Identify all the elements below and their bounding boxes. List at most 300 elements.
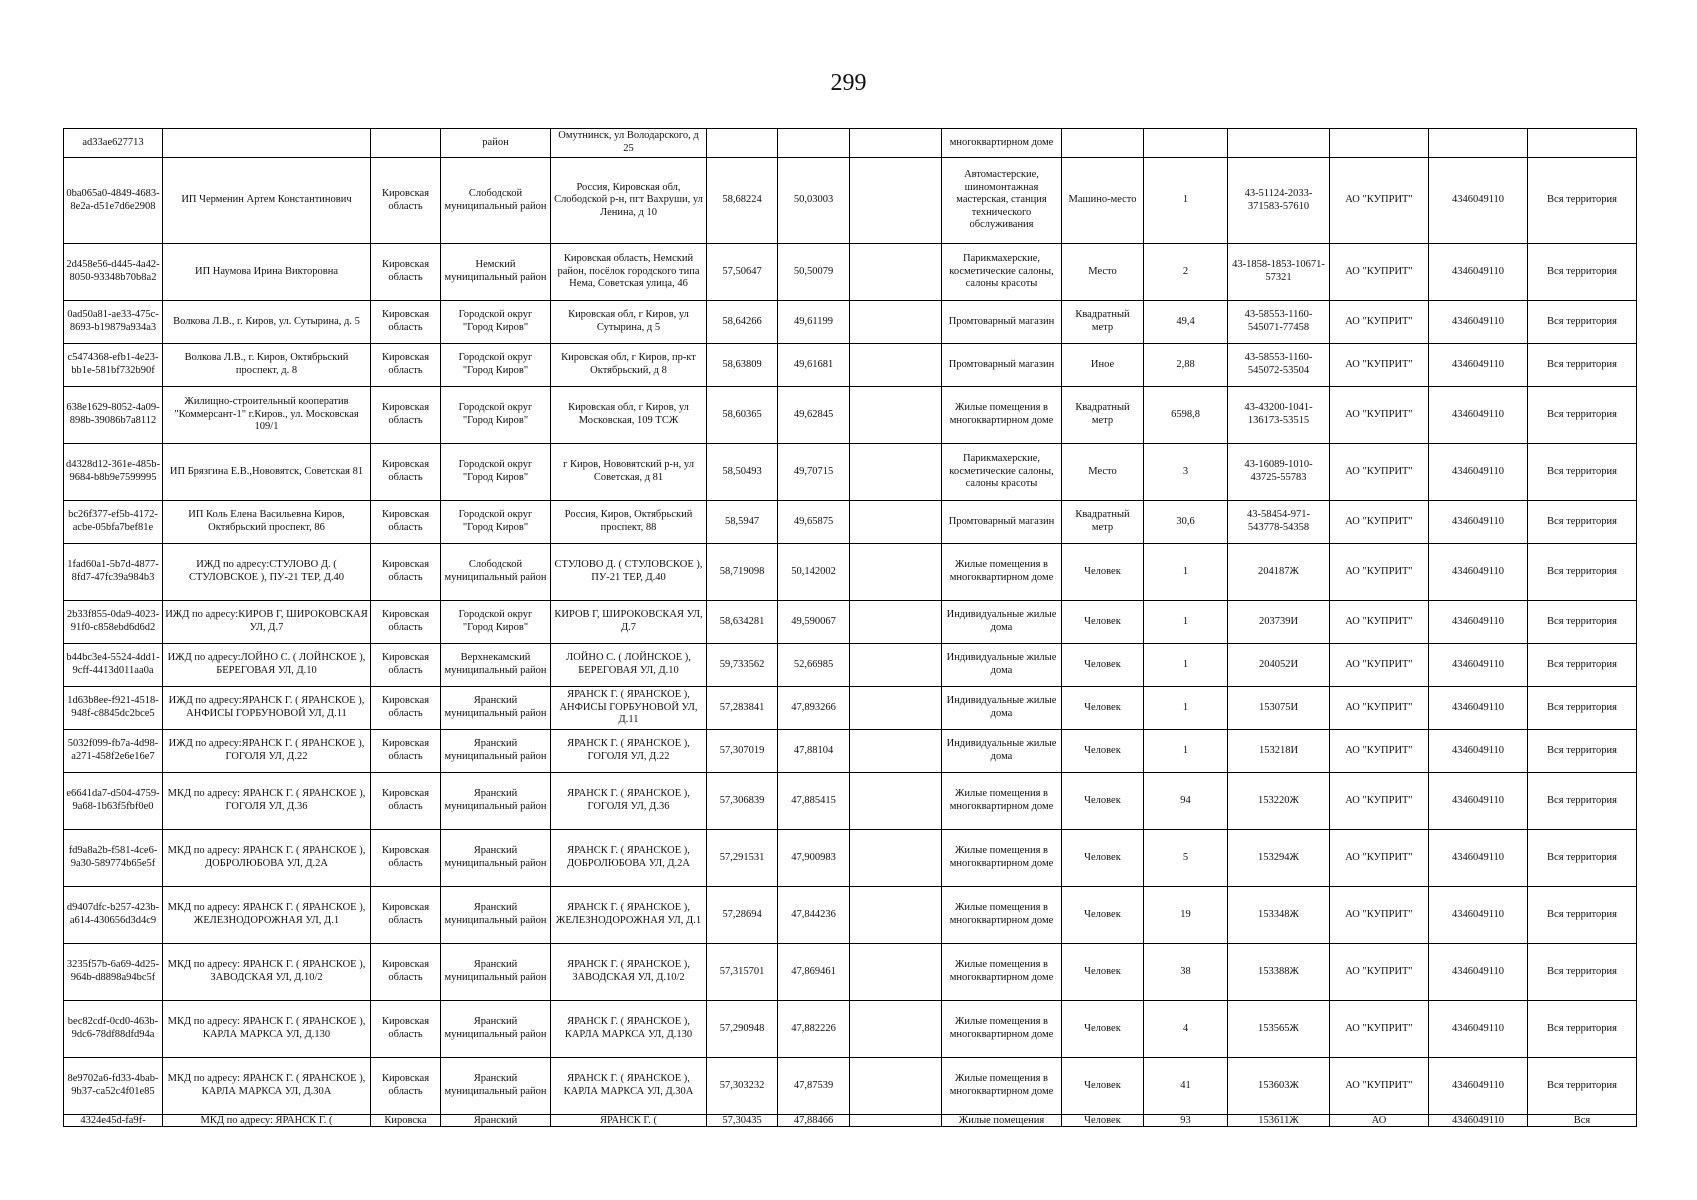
- quantity-cell: 38: [1144, 944, 1228, 1001]
- unit-cell: Место: [1062, 444, 1144, 501]
- empty-cell: [850, 687, 942, 730]
- unit-cell: Квадратный метр: [1062, 301, 1144, 344]
- region-cell: Кировская область: [371, 773, 441, 830]
- owner-cell: МКД по адресу: ЯРАНСК Г. ( ЯРАНСКОЕ ), ЗАВОДСКАЯ УЛ, Д.10/2: [163, 944, 371, 1001]
- longitude-cell: 47,88466: [778, 1115, 850, 1127]
- district-cell: Немский муниципальный район: [441, 244, 551, 301]
- table-row: [64, 1115, 1637, 1127]
- address-cell: ЛОЙНО С. ( ЛОЙНСКОЕ ), БЕРЕГОВАЯ УЛ, Д.10: [551, 644, 707, 687]
- code-cell: 153294Ж: [1228, 830, 1330, 887]
- inn-cell: 4346049110: [1429, 644, 1528, 687]
- territory-cell: Вся территория: [1528, 301, 1637, 344]
- record-id-cell: 5032f099-fb7a-4d98-a271-458f2e6e16e7: [64, 730, 163, 773]
- operator-cell: АО "КУПРИТ": [1330, 244, 1429, 301]
- quantity-cell: 1: [1144, 158, 1228, 244]
- quantity-cell: 93: [1144, 1115, 1228, 1127]
- territory-cell: Вся территория: [1528, 601, 1637, 644]
- district-cell: район: [441, 129, 551, 158]
- territory-cell: Вся территория: [1528, 773, 1637, 830]
- region-cell: Кировская область: [371, 1001, 441, 1058]
- object-type-cell: Автомастерские, шиномонтажная мастерская, станция технического обслуживания: [942, 158, 1062, 244]
- unit-cell: [1062, 129, 1144, 158]
- empty-cell: [850, 301, 942, 344]
- empty-cell: [850, 501, 942, 544]
- table-row: [64, 544, 1637, 601]
- inn-cell: 4346049110: [1429, 444, 1528, 501]
- inn-cell: 4346049110: [1429, 344, 1528, 387]
- latitude-cell: 58,634281: [707, 601, 778, 644]
- empty-cell: [850, 773, 942, 830]
- district-cell: Городской округ "Город Киров": [441, 601, 551, 644]
- address-cell: ЯРАНСК Г. (: [551, 1115, 707, 1127]
- latitude-cell: [707, 129, 778, 158]
- unit-cell: Человек: [1062, 887, 1144, 944]
- district-cell: Верхнекамский муниципальный район: [441, 644, 551, 687]
- table-row: [64, 601, 1637, 644]
- object-type-cell: Парикмахерские, косметические салоны, салоны красоты: [942, 244, 1062, 301]
- record-id-cell: 638e1629-8052-4a09-898b-39086b7a8112: [64, 387, 163, 444]
- record-id-cell: c5474368-efb1-4e23-bb1e-581bf732b90f: [64, 344, 163, 387]
- operator-cell: АО "КУПРИТ": [1330, 730, 1429, 773]
- empty-cell: [850, 887, 942, 944]
- table-row: [64, 644, 1637, 687]
- address-cell: ЯРАНСК Г. ( ЯРАНСКОЕ ), ДОБРОЛЮБОВА УЛ, Д.2А: [551, 830, 707, 887]
- record-id-cell: 4324e45d-fa9f-: [64, 1115, 163, 1127]
- object-type-cell: Индивидуальные жилые дома: [942, 730, 1062, 773]
- district-cell: Яранский муниципальный район: [441, 1058, 551, 1115]
- address-cell: Кировская обл, г Киров, ул Сутырина, д 5: [551, 301, 707, 344]
- object-type-cell: Жилые помещения: [942, 1115, 1062, 1127]
- latitude-cell: 57,315701: [707, 944, 778, 1001]
- owner-cell: МКД по адресу: ЯРАНСК Г. ( ЯРАНСКОЕ ), КАРЛА МАРКСА УЛ, Д.30А: [163, 1058, 371, 1115]
- empty-cell: [850, 244, 942, 301]
- district-cell: Городской округ "Город Киров": [441, 344, 551, 387]
- code-cell: 153220Ж: [1228, 773, 1330, 830]
- table-row: [64, 1001, 1637, 1058]
- inn-cell: 4346049110: [1429, 830, 1528, 887]
- quantity-cell: 1: [1144, 601, 1228, 644]
- address-cell: ЯРАНСК Г. ( ЯРАНСКОЕ ), ЖЕЛЕЗНОДОРОЖНАЯ УЛ, Д.1: [551, 887, 707, 944]
- longitude-cell: 50,142002: [778, 544, 850, 601]
- address-cell: Кировская обл, г Киров, пр-кт Октябрьский, д 8: [551, 344, 707, 387]
- district-cell: Городской округ "Город Киров": [441, 301, 551, 344]
- record-id-cell: 8e9702a6-fd33-4bab-9b37-ca52c4f01e85: [64, 1058, 163, 1115]
- latitude-cell: 57,303232: [707, 1058, 778, 1115]
- inn-cell: 4346049110: [1429, 387, 1528, 444]
- quantity-cell: 94: [1144, 773, 1228, 830]
- code-cell: 153565Ж: [1228, 1001, 1330, 1058]
- longitude-cell: 47,844236: [778, 887, 850, 944]
- operator-cell: АО "КУПРИТ": [1330, 830, 1429, 887]
- territory-cell: Вся территория: [1528, 730, 1637, 773]
- unit-cell: Квадратный метр: [1062, 387, 1144, 444]
- table-row: [64, 730, 1637, 773]
- code-cell: 43-1858-1853-10671-57321: [1228, 244, 1330, 301]
- district-cell: Яранский муниципальный район: [441, 1001, 551, 1058]
- owner-cell: ИЖД по адресу:КИРОВ Г, ШИРОКОВСКАЯ УЛ, Д.7: [163, 601, 371, 644]
- operator-cell: АО "КУПРИТ": [1330, 1058, 1429, 1115]
- address-cell: Россия, Кировская обл, Слободской р-н, пгт Вахруши, ул Ленина, д 10: [551, 158, 707, 244]
- unit-cell: Человек: [1062, 544, 1144, 601]
- operator-cell: АО "КУПРИТ": [1330, 444, 1429, 501]
- empty-cell: [850, 644, 942, 687]
- inn-cell: 4346049110: [1429, 1058, 1528, 1115]
- operator-cell: АО "КУПРИТ": [1330, 344, 1429, 387]
- owner-cell: Волкова Л.В., г. Киров, ул. Сутырина, д. 5: [163, 301, 371, 344]
- owner-cell: МКД по адресу: ЯРАНСК Г. (: [163, 1115, 371, 1127]
- quantity-cell: 1: [1144, 544, 1228, 601]
- record-id-cell: bec82cdf-0cd0-463b-9dc6-78df88dfd94a: [64, 1001, 163, 1058]
- quantity-cell: 41: [1144, 1058, 1228, 1115]
- longitude-cell: 52,66985: [778, 644, 850, 687]
- operator-cell: АО "КУПРИТ": [1330, 1001, 1429, 1058]
- longitude-cell: 49,590067: [778, 601, 850, 644]
- longitude-cell: 49,70715: [778, 444, 850, 501]
- territory-cell: Вся территория: [1528, 830, 1637, 887]
- table-row: [64, 830, 1637, 887]
- empty-cell: [850, 344, 942, 387]
- longitude-cell: 47,893266: [778, 687, 850, 730]
- quantity-cell: 6598,8: [1144, 387, 1228, 444]
- district-cell: Яранский муниципальный район: [441, 944, 551, 1001]
- inn-cell: 4346049110: [1429, 944, 1528, 1001]
- record-id-cell: fd9a8a2b-f581-4ce6-9a30-589774b65e5f: [64, 830, 163, 887]
- longitude-cell: 47,885415: [778, 773, 850, 830]
- longitude-cell: 49,62845: [778, 387, 850, 444]
- unit-cell: Человек: [1062, 1058, 1144, 1115]
- district-cell: Яранский муниципальный район: [441, 773, 551, 830]
- address-cell: КИРОВ Г, ШИРОКОВСКАЯ УЛ, Д.7: [551, 601, 707, 644]
- unit-cell: Место: [1062, 244, 1144, 301]
- district-cell: Слободской муниципальный район: [441, 544, 551, 601]
- object-type-cell: Промтоварный магазин: [942, 501, 1062, 544]
- region-cell: Кировская область: [371, 544, 441, 601]
- object-type-cell: Индивидуальные жилые дома: [942, 601, 1062, 644]
- quantity-cell: 1: [1144, 730, 1228, 773]
- owner-cell: ИП Черменин Артем Константинович: [163, 158, 371, 244]
- region-cell: Кировская область: [371, 1058, 441, 1115]
- district-cell: Городской округ "Город Киров": [441, 387, 551, 444]
- quantity-cell: 49,4: [1144, 301, 1228, 344]
- table-row: [64, 887, 1637, 944]
- empty-cell: [850, 129, 942, 158]
- record-id-cell: 2d458e56-d445-4a42-8050-93348b70b8a2: [64, 244, 163, 301]
- owner-cell: МКД по адресу: ЯРАНСК Г. ( ЯРАНСКОЕ ), ЖЕЛЕЗНОДОРОЖНАЯ УЛ, Д.1: [163, 887, 371, 944]
- region-cell: Кировска: [371, 1115, 441, 1127]
- table-row: [64, 301, 1637, 344]
- latitude-cell: 58,60365: [707, 387, 778, 444]
- latitude-cell: 58,5947: [707, 501, 778, 544]
- latitude-cell: 57,28694: [707, 887, 778, 944]
- region-cell: Кировская область: [371, 387, 441, 444]
- longitude-cell: 47,87539: [778, 1058, 850, 1115]
- quantity-cell: 2,88: [1144, 344, 1228, 387]
- latitude-cell: 57,30435: [707, 1115, 778, 1127]
- object-type-cell: многоквартирном доме: [942, 129, 1062, 158]
- object-type-cell: Жилые помещения в многоквартирном доме: [942, 773, 1062, 830]
- owner-cell: МКД по адресу: ЯРАНСК Г. ( ЯРАНСКОЕ ), ДОБРОЛЮБОВА УЛ, Д.2А: [163, 830, 371, 887]
- record-id-cell: b44bc3e4-5524-4dd1-9cff-4413d011aa0a: [64, 644, 163, 687]
- table-row: [64, 944, 1637, 1001]
- longitude-cell: 50,03003: [778, 158, 850, 244]
- table-row: [64, 387, 1637, 444]
- registry-table: [63, 128, 1637, 1127]
- operator-cell: АО "КУПРИТ": [1330, 887, 1429, 944]
- record-id-cell: 3235f57b-6a69-4d25-964b-d8898a94bc5f: [64, 944, 163, 1001]
- code-cell: 153218И: [1228, 730, 1330, 773]
- empty-cell: [850, 158, 942, 244]
- code-cell: 204052И: [1228, 644, 1330, 687]
- empty-cell: [850, 730, 942, 773]
- region-cell: [371, 129, 441, 158]
- code-cell: 43-16089-1010-43725-55783: [1228, 444, 1330, 501]
- empty-cell: [850, 444, 942, 501]
- address-cell: ЯРАНСК Г. ( ЯРАНСКОЕ ), КАРЛА МАРКСА УЛ, Д.130: [551, 1001, 707, 1058]
- operator-cell: АО "КУПРИТ": [1330, 644, 1429, 687]
- operator-cell: АО "КУПРИТ": [1330, 544, 1429, 601]
- owner-cell: [163, 129, 371, 158]
- territory-cell: Вся территория: [1528, 887, 1637, 944]
- table-row: [64, 1058, 1637, 1115]
- inn-cell: 4346049110: [1429, 501, 1528, 544]
- unit-cell: Машино-место: [1062, 158, 1144, 244]
- record-id-cell: 0ad50a81-ae33-475c-8693-b19879a934a3: [64, 301, 163, 344]
- empty-cell: [850, 544, 942, 601]
- region-cell: Кировская область: [371, 158, 441, 244]
- unit-cell: Человек: [1062, 644, 1144, 687]
- region-cell: Кировская область: [371, 687, 441, 730]
- operator-cell: АО "КУПРИТ": [1330, 773, 1429, 830]
- inn-cell: 4346049110: [1429, 301, 1528, 344]
- inn-cell: [1429, 129, 1528, 158]
- object-type-cell: Жилые помещения в многоквартирном доме: [942, 544, 1062, 601]
- longitude-cell: 47,900983: [778, 830, 850, 887]
- code-cell: 43-43200-1041-136173-53515: [1228, 387, 1330, 444]
- code-cell: 43-58553-1160-545072-53504: [1228, 344, 1330, 387]
- operator-cell: [1330, 129, 1429, 158]
- district-cell: Городской округ "Город Киров": [441, 444, 551, 501]
- object-type-cell: Индивидуальные жилые дома: [942, 644, 1062, 687]
- longitude-cell: 49,61199: [778, 301, 850, 344]
- record-id-cell: bc26f377-ef5b-4172-acbe-05bfa7bef81e: [64, 501, 163, 544]
- address-cell: Кировская обл, г Киров, ул Московская, 109 ТСЖ: [551, 387, 707, 444]
- empty-cell: [850, 601, 942, 644]
- code-cell: [1228, 129, 1330, 158]
- territory-cell: Вся территория: [1528, 944, 1637, 1001]
- code-cell: 43-51124-2033-371583-57610: [1228, 158, 1330, 244]
- unit-cell: Квадратный метр: [1062, 501, 1144, 544]
- address-cell: Омутнинск, ул Володарского, д 25: [551, 129, 707, 158]
- owner-cell: ИП Брязгина Е.В.,Нововятск, Советская 81: [163, 444, 371, 501]
- operator-cell: АО "КУПРИТ": [1330, 301, 1429, 344]
- territory-cell: [1528, 129, 1637, 158]
- unit-cell: Человек: [1062, 601, 1144, 644]
- code-cell: 204187Ж: [1228, 544, 1330, 601]
- longitude-cell: 49,61681: [778, 344, 850, 387]
- code-cell: 43-58553-1160-545071-77458: [1228, 301, 1330, 344]
- region-cell: Кировская область: [371, 944, 441, 1001]
- table-row: [64, 244, 1637, 301]
- owner-cell: ИП Наумова Ирина Викторовна: [163, 244, 371, 301]
- address-cell: Кировская область, Немский район, посёлок городского типа Нема, Советская улица, 46: [551, 244, 707, 301]
- record-id-cell: 1fad60a1-5b7d-4877-8fd7-47fc39a984b3: [64, 544, 163, 601]
- unit-cell: Человек: [1062, 1115, 1144, 1127]
- unit-cell: Человек: [1062, 730, 1144, 773]
- operator-cell: АО "КУПРИТ": [1330, 158, 1429, 244]
- object-type-cell: Жилые помещения в многоквартирном доме: [942, 944, 1062, 1001]
- inn-cell: 4346049110: [1429, 887, 1528, 944]
- page-number: 299: [830, 70, 867, 96]
- region-cell: Кировская область: [371, 887, 441, 944]
- object-type-cell: Жилые помещения в многоквартирном доме: [942, 1001, 1062, 1058]
- table-row: [64, 501, 1637, 544]
- object-type-cell: Жилые помещения в многоквартирном доме: [942, 887, 1062, 944]
- object-type-cell: Жилые помещения в многоквартирном доме: [942, 830, 1062, 887]
- owner-cell: ИЖД по адресу:ЯРАНСК Г. ( ЯРАНСКОЕ ), ГОГОЛЯ УЛ, Д.22: [163, 730, 371, 773]
- longitude-cell: 49,65875: [778, 501, 850, 544]
- empty-cell: [850, 830, 942, 887]
- unit-cell: Человек: [1062, 944, 1144, 1001]
- latitude-cell: 59,733562: [707, 644, 778, 687]
- latitude-cell: 57,290948: [707, 1001, 778, 1058]
- inn-cell: 4346049110: [1429, 773, 1528, 830]
- operator-cell: АО "КУПРИТ": [1330, 387, 1429, 444]
- territory-cell: Вся территория: [1528, 244, 1637, 301]
- longitude-cell: 47,869461: [778, 944, 850, 1001]
- latitude-cell: 57,307019: [707, 730, 778, 773]
- territory-cell: Вся территория: [1528, 501, 1637, 544]
- record-id-cell: ad33ae627713: [64, 129, 163, 158]
- region-cell: Кировская область: [371, 444, 441, 501]
- inn-cell: 4346049110: [1429, 244, 1528, 301]
- code-cell: 153603Ж: [1228, 1058, 1330, 1115]
- object-type-cell: Жилые помещения в многоквартирном доме: [942, 1058, 1062, 1115]
- latitude-cell: 57,50647: [707, 244, 778, 301]
- operator-cell: АО "КУПРИТ": [1330, 687, 1429, 730]
- operator-cell: АО "КУПРИТ": [1330, 601, 1429, 644]
- record-id-cell: 2b33f855-0da9-4023-91f0-c858ebd6d6d2: [64, 601, 163, 644]
- operator-cell: АО: [1330, 1115, 1429, 1127]
- latitude-cell: 57,291531: [707, 830, 778, 887]
- district-cell: Яранский муниципальный район: [441, 687, 551, 730]
- owner-cell: МКД по адресу: ЯРАНСК Г. ( ЯРАНСКОЕ ), КАРЛА МАРКСА УЛ, Д.130: [163, 1001, 371, 1058]
- operator-cell: АО "КУПРИТ": [1330, 501, 1429, 544]
- code-cell: 153388Ж: [1228, 944, 1330, 1001]
- district-cell: Яранский муниципальный район: [441, 730, 551, 773]
- region-cell: Кировская область: [371, 301, 441, 344]
- owner-cell: ИП Коль Елена Васильевна Киров, Октябрьский проспект, 86: [163, 501, 371, 544]
- owner-cell: ИЖД по адресу:СТУЛОВО Д. ( СТУЛОВСКОЕ ), ПУ-21 ТЕР, Д.40: [163, 544, 371, 601]
- inn-cell: 4346049110: [1429, 687, 1528, 730]
- region-cell: Кировская область: [371, 344, 441, 387]
- longitude-cell: [778, 129, 850, 158]
- empty-cell: [850, 1058, 942, 1115]
- quantity-cell: 19: [1144, 887, 1228, 944]
- territory-cell: Вся территория: [1528, 544, 1637, 601]
- owner-cell: ИЖД по адресу:ЛОЙНО С. ( ЛОЙНСКОЕ ), БЕРЕГОВАЯ УЛ, Д.10: [163, 644, 371, 687]
- quantity-cell: 1: [1144, 644, 1228, 687]
- empty-cell: [850, 944, 942, 1001]
- territory-cell: Вся территория: [1528, 1001, 1637, 1058]
- address-cell: Россия, Киров, Октябрьский проспект, 88: [551, 501, 707, 544]
- quantity-cell: 5: [1144, 830, 1228, 887]
- quantity-cell: 4: [1144, 1001, 1228, 1058]
- empty-cell: [850, 387, 942, 444]
- record-id-cell: d9407dfc-b257-423b-a614-430656d3d4c9: [64, 887, 163, 944]
- latitude-cell: 58,64266: [707, 301, 778, 344]
- region-cell: Кировская область: [371, 244, 441, 301]
- territory-cell: Вся территория: [1528, 687, 1637, 730]
- latitude-cell: 58,719098: [707, 544, 778, 601]
- longitude-cell: 47,882226: [778, 1001, 850, 1058]
- district-cell: Яранский: [441, 1115, 551, 1127]
- unit-cell: Человек: [1062, 687, 1144, 730]
- district-cell: Яранский муниципальный район: [441, 830, 551, 887]
- district-cell: Слободской муниципальный район: [441, 158, 551, 244]
- owner-cell: Жилищно-строительный кооператив "Коммерсант-1" г.Киров., ул. Московская 109/1: [163, 387, 371, 444]
- territory-cell: Вся территория: [1528, 158, 1637, 244]
- address-cell: ЯРАНСК Г. ( ЯРАНСКОЕ ), КАРЛА МАРКСА УЛ, Д.30А: [551, 1058, 707, 1115]
- code-cell: 43-58454-971-543778-54358: [1228, 501, 1330, 544]
- territory-cell: Вся территория: [1528, 387, 1637, 444]
- empty-cell: [850, 1115, 942, 1127]
- region-cell: Кировская область: [371, 644, 441, 687]
- unit-cell: Человек: [1062, 773, 1144, 830]
- territory-cell: Вся: [1528, 1115, 1637, 1127]
- record-id-cell: 0ba065a0-4849-4683-8e2a-d51e7d6e2908: [64, 158, 163, 244]
- latitude-cell: 57,283841: [707, 687, 778, 730]
- operator-cell: АО "КУПРИТ": [1330, 944, 1429, 1001]
- quantity-cell: 2: [1144, 244, 1228, 301]
- record-id-cell: e6641da7-d504-4759-9a68-1b63f5fbf0e0: [64, 773, 163, 830]
- unit-cell: Человек: [1062, 1001, 1144, 1058]
- table-row: [64, 687, 1637, 730]
- unit-cell: Человек: [1062, 830, 1144, 887]
- region-cell: Кировская область: [371, 830, 441, 887]
- district-cell: Яранский муниципальный район: [441, 887, 551, 944]
- object-type-cell: Парикмахерские, косметические салоны, салоны красоты: [942, 444, 1062, 501]
- unit-cell: Иное: [1062, 344, 1144, 387]
- region-cell: Кировская область: [371, 601, 441, 644]
- code-cell: 153348Ж: [1228, 887, 1330, 944]
- longitude-cell: 50,50079: [778, 244, 850, 301]
- inn-cell: 4346049110: [1429, 1115, 1528, 1127]
- table-row: [64, 773, 1637, 830]
- table-row: [64, 158, 1637, 244]
- address-cell: СТУЛОВО Д. ( СТУЛОВСКОЕ ), ПУ-21 ТЕР, Д.40: [551, 544, 707, 601]
- registry-body: [64, 129, 1637, 1127]
- object-type-cell: Промтоварный магазин: [942, 344, 1062, 387]
- quantity-cell: 3: [1144, 444, 1228, 501]
- object-type-cell: Индивидуальные жилые дома: [942, 687, 1062, 730]
- address-cell: ЯРАНСК Г. ( ЯРАНСКОЕ ), ЗАВОДСКАЯ УЛ, Д.10/2: [551, 944, 707, 1001]
- code-cell: 153611Ж: [1228, 1115, 1330, 1127]
- table-row: [64, 129, 1637, 158]
- district-cell: Городской округ "Город Киров": [441, 501, 551, 544]
- code-cell: 153075И: [1228, 687, 1330, 730]
- table-row: [64, 344, 1637, 387]
- object-type-cell: Промтоварный магазин: [942, 301, 1062, 344]
- address-cell: ЯРАНСК Г. ( ЯРАНСКОЕ ), АНФИСЫ ГОРБУНОВОЙ УЛ, Д.11: [551, 687, 707, 730]
- record-id-cell: 1d63b8ee-f921-4518-948f-c8845dc2bce5: [64, 687, 163, 730]
- inn-cell: 4346049110: [1429, 1001, 1528, 1058]
- inn-cell: 4346049110: [1429, 544, 1528, 601]
- quantity-cell: [1144, 129, 1228, 158]
- territory-cell: Вся территория: [1528, 644, 1637, 687]
- quantity-cell: 30,6: [1144, 501, 1228, 544]
- territory-cell: Вся территория: [1528, 444, 1637, 501]
- inn-cell: 4346049110: [1429, 601, 1528, 644]
